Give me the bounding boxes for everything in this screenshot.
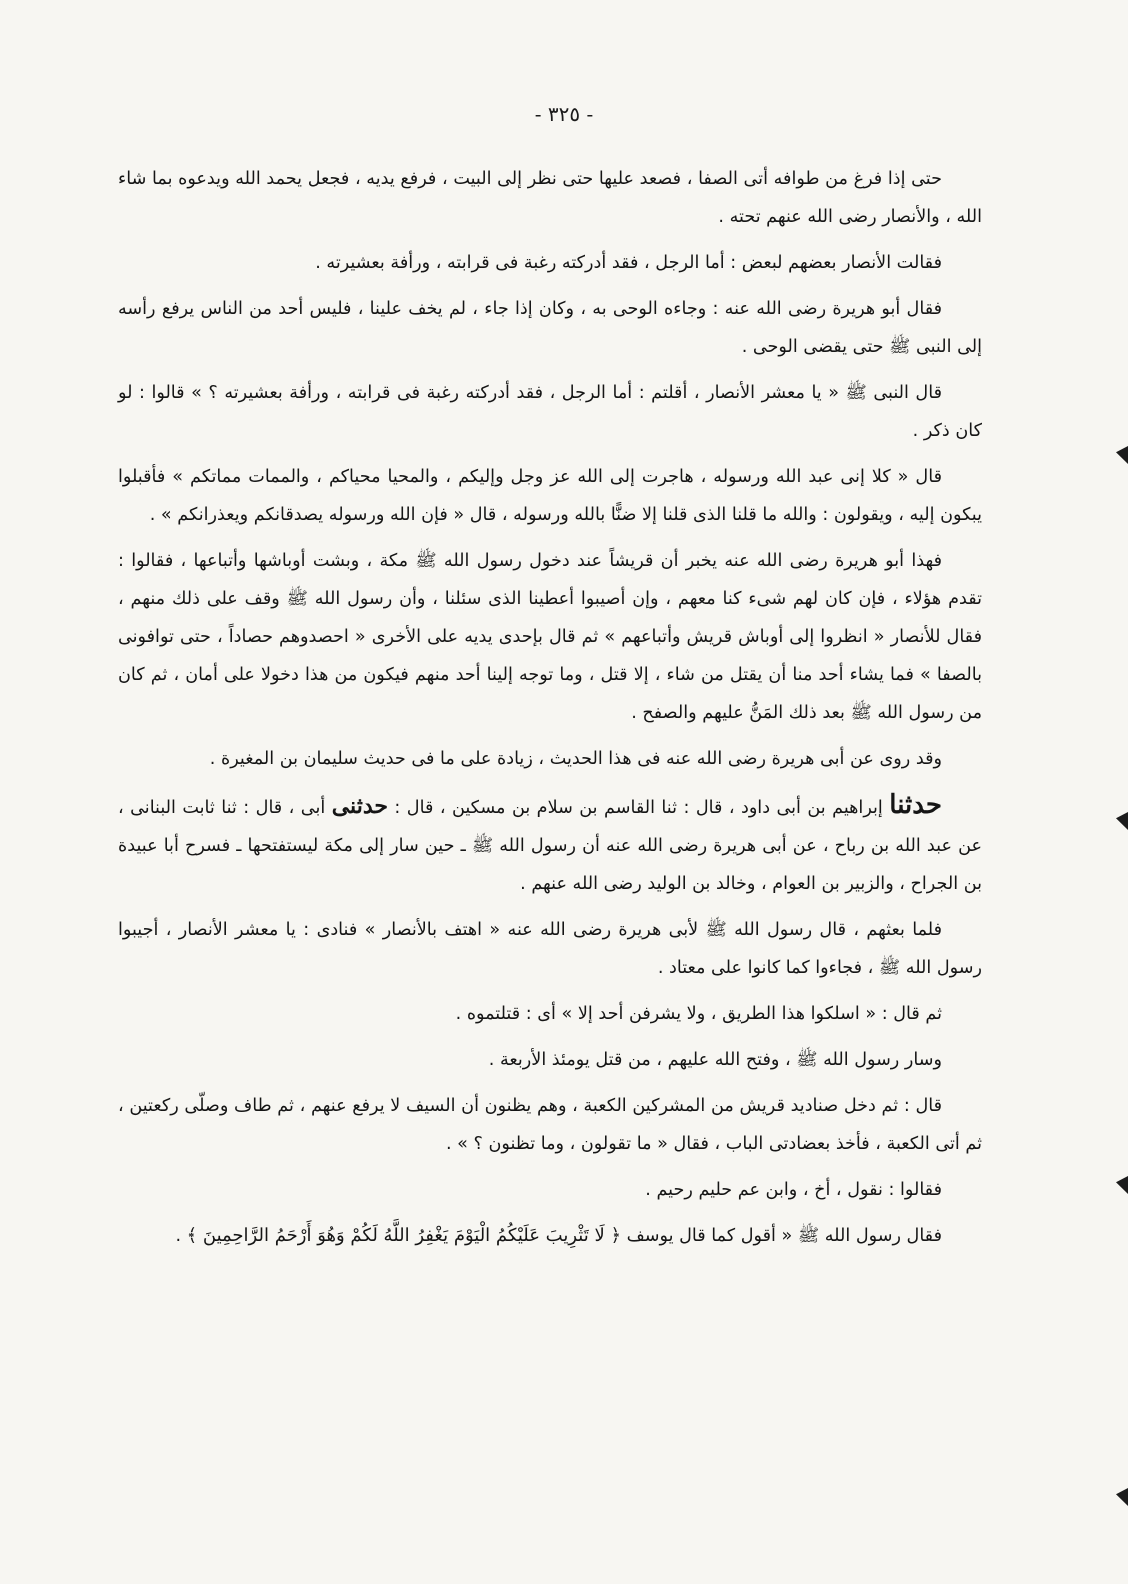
paragraph: قال النبى ﷺ « يا معشر الأنصار ، أقلتم : أما الرجل ، فقد أدركته رغبة فى قرابته ، ورأفة بعشيرته ؟ » قالوا : لو كان ذكر . [118, 383, 982, 441]
quran-verse: ﴿ لَا تَثْرِيبَ عَلَيْكُمُ الْيَوْمَ يَغْفِرُ اللَّهُ لَكُمْ وَهُوَ أَرْحَمُ الرَّاحِمِينَ ﴾ [186, 1225, 621, 1246]
paragraph: قال « كلا إنى عبد الله ورسوله ، هاجرت إلى الله عز وجل وإليكم ، والمحيا محياكم ، والممات مماتكم » فأقبلوا يبكون إليه ، ويقولون : والله ما قلنا الذى قلنا إلا ضنًّا بالله ورسوله ، قال « فإن الله ورسوله يصدقانكم ويعذرانكم » . [118, 467, 982, 525]
last-paragraph [118, 1217, 982, 1255]
scan-edge-mark [1116, 1488, 1128, 1506]
isnad-text: إبراهيم بن أبى داود ، قال : ثنا القاسم بن سلام بن مسكين ، قال : [387, 798, 890, 818]
paragraph-tail: . [175, 1226, 187, 1246]
paragraph: ثم قال : « اسلكوا هذا الطريق ، ولا يشرفن أحد إلا » أى : قتلتموه . [455, 1004, 942, 1024]
scan-edge-mark [1116, 446, 1128, 464]
scan-edge-mark [1116, 812, 1128, 830]
paragraph: فهذا أبو هريرة رضى الله عنه يخبر أن قريشاً عند دخول رسول الله ﷺ مكة ، وبشت أوباشها وأتباعها ، فقالوا : تقدم هؤلاء ، فإن كان لهم شىء كنا معهم ، وإن أصيبوا أعطينا الذى سئلنا ، وأن رسول الله ﷺ وقف على ذلك منهم ، فقال للأنصار « انظروا إلى أوباش قريش وأتباعهم » ثم قال بإحدى يديه على الأخرى « احصدوهم حصاداً ، حتى توافونى بالصفا » فما يشاء أحد منا أن يقتل من شاء ، إلا قتل ، وما توجه إلينا أحد منهم فيكون من هذا دخولا على أمان ، ثم كان من رسول الله ﷺ بعد ذلك المَنُّ عليهم والصفح . [118, 551, 982, 723]
paragraph: فقالت الأنصار بعضهم لبعض : أما الرجل ، فقد أدركته رغبة فى قرابته ، ورأفة بعشيرته . [315, 253, 942, 273]
paragraph-lead: فقال رسول الله ﷺ « أقول كما قال يوسف [621, 1226, 942, 1246]
scan-edge-mark [1116, 1176, 1128, 1194]
paragraph: قال : ثم دخل صناديد قريش من المشركين الكعبة ، وهم يظنون أن السيف لا يرفع عنهم ، ثم طاف وصلّى ركعتين ، ثم أتى الكعبة ، فأخذ بعضادتى الباب ، فقال « ما تقولون ، وما تظنون ؟ » . [118, 1096, 982, 1154]
isnad-paragraph [118, 786, 982, 903]
page-text [118, 160, 982, 1263]
page-number: - ٣٢٥ - [534, 102, 594, 126]
paragraph: فقالوا : نقول ، أخ ، وابن عم حليم رحيم . [645, 1180, 942, 1200]
paragraph: فلما بعثهم ، قال رسول الله ﷺ لأبى هريرة رضى الله عنه « اهتف بالأنصار » فنادى : يا معشر الأنصار ، أجيبوا رسول الله ﷺ ، فجاءوا كما كانوا على معتاد . [118, 920, 982, 978]
paragraph: حتى إذا فرغ من طوافه أتى الصفا ، فصعد عليها حتى نظر إلى البيت ، فرفع يديه ، فجعل يحمد الله ويدعوه بما شاء الله ، والأنصار رضى الله عنهم تحته . [118, 169, 982, 227]
paragraph: وقد روى عن أبى هريرة رضى الله عنه فى هذا الحديث ، زيادة على ما فى حديث سليمان بن المغيرة . [209, 749, 942, 769]
paragraph: وسار رسول الله ﷺ ، وفتح الله عليهم ، من قتل يومئذ الأربعة . [488, 1050, 942, 1070]
paragraph: فقال أبو هريرة رضى الله عنه : وجاءه الوحى به ، وكان إذا جاء ، لم يخف علينا ، فليس أحد من الناس يرفع رأسه إلى النبى ﷺ حتى يقضى الوحى . [118, 299, 982, 357]
haddathani-heading: حدثنى [331, 793, 388, 819]
isnad-text: أبى ، قال : ثنا ثابت البنانى ، عن عبد الله بن رباح ، عن أبى هريرة رضى الله عنه أن رسول الله ﷺ ـ حين سار إلى مكة ليستفتحها ـ فسرح أبا عبيدة بن الجراح ، والزبير بن العوام ، وخالد بن الوليد رضى الله عنهم . [118, 798, 982, 894]
haddathana-heading: حدثنا [889, 790, 943, 820]
